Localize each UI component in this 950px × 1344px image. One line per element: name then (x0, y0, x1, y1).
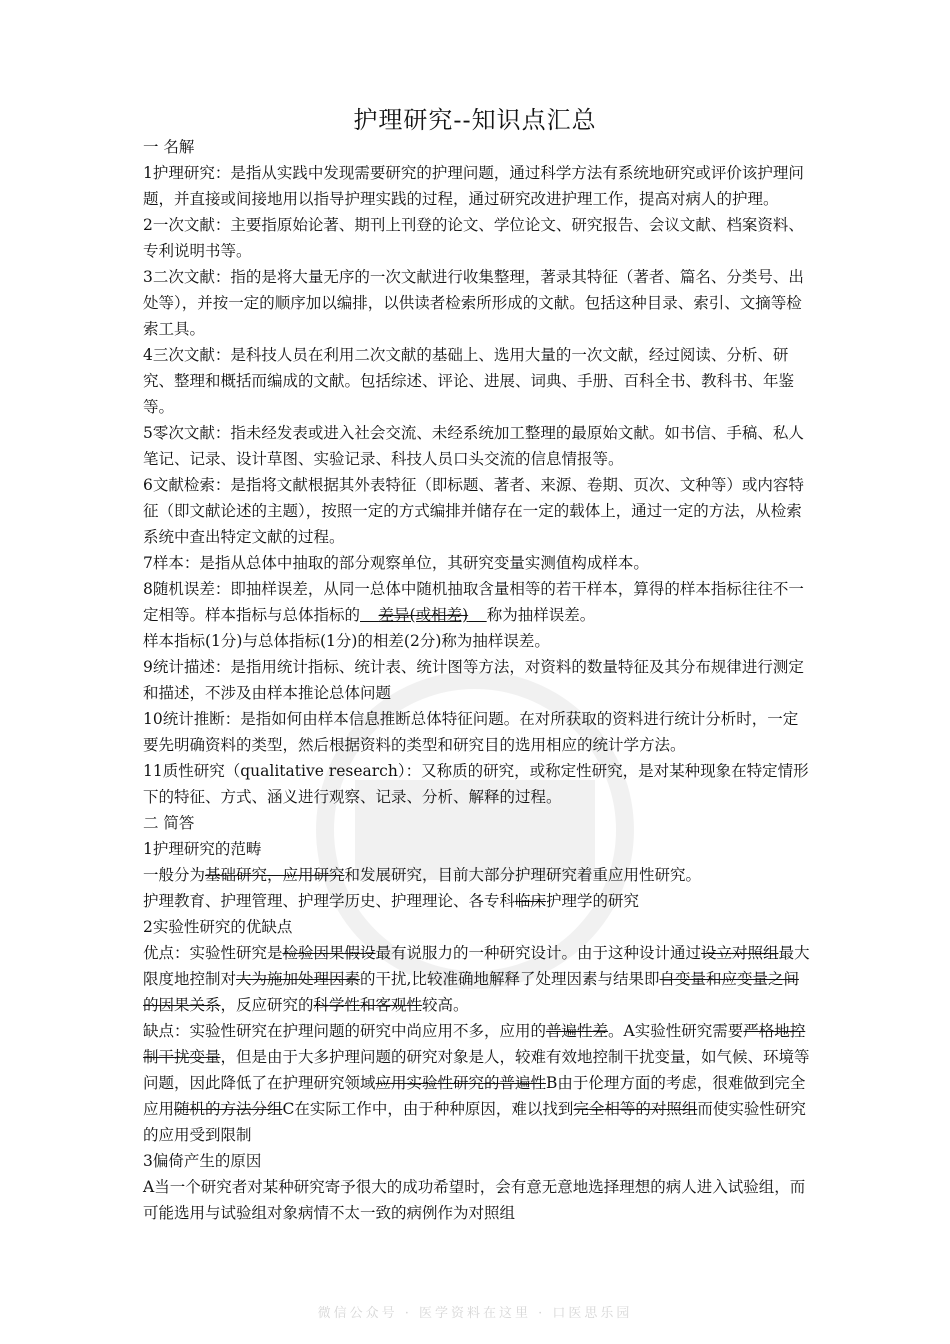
definition-literature-retrieval: 6文献检索：是指将文献根据其外表特征（即标题、著者、来源、卷期、页次、文种等）或内容特征（即文献论述的主题），按照一定的方式编排并储存在一定的载体上，通过一定的方法，从检索系统中查出特定文献的过程。 (143, 476, 804, 546)
struck-span: 完全相等的对照组 (573, 1100, 698, 1118)
text-span: 护理教育、护理管理、护理学历史、护理理论、各专科 (143, 892, 516, 910)
definition-zero-literature: 5零次文献：指未经发表或进入社会交流、未经系统加工整理的最原始文献。如书信、手稿、私人笔记、记录、设计草图、实验记录、科技人员口头交流的信息情报等。 (143, 424, 804, 468)
text-span: 优点：实验性研究是 (143, 944, 283, 962)
struck-span: 随机的方法分组 (174, 1100, 283, 1118)
struck-span: 应用实验性研究的普遍性 (375, 1074, 547, 1092)
definition-qualitative-research: 11质性研究（qualitative research）：又称质的研究，或称定性研究，是对某种现象在特定情形下的特征、方式、涵义进行观察、记录、分析、解释的过程。 (143, 762, 809, 806)
section-heading-terms: 一 名解 (143, 138, 195, 156)
text-span: ，但是由于大多护理问题的研究对象是人，较难有效地控制干扰变量，如气候、环境等问题，因此降低了在护理研究领域 (143, 1048, 810, 1092)
answer-scope-2 (143, 888, 811, 914)
answer-scope-1 (143, 862, 811, 888)
struck-span: 检验因果假设 (282, 944, 376, 962)
text-span: 而使实验性研究的应用受到限制 (143, 1100, 806, 1144)
struck-span: 设立对照组 (701, 944, 779, 962)
answer-pros (143, 940, 811, 1018)
definition-primary-literature: 2一次文献：主要指原始论著、期刊上刊登的论文、学位论文、研究报告、会议文献、档案资料、专利说明书等。 (143, 216, 804, 260)
text-span: 最大限度地控制对 (143, 944, 810, 988)
struck-span: 临床 (515, 892, 547, 910)
definition-secondary-literature: 3二次文献：指的是将大量无序的一次文献进行收集整理，著录其特征（著者、篇名、分类号、出处等），并按一定的顺序加以编排，以供读者检索所形成的文献。包括这种目录、索引、文摘等检索工具。 (143, 268, 804, 338)
section-heading-short-answer: 二 简答 (143, 814, 195, 832)
definition-statistical-inference: 10统计推断：是指如何由样本信息推断总体特征问题。在对所获取的资料进行统计分析时，一定要先明确资料的类型，然后根据资料的类型和研究目的选用相应的统计学方法。 (143, 710, 799, 754)
text-span: 最有说服力的一种研究设计。由于这种设计通过 (375, 944, 702, 962)
answer-bias-a: A当一个研究者对某种研究寄予很大的成功希望时，会有意无意地选择理想的病人进入试验组，而可能选用与试验组对象病情不太一致的病例作为对照组 (143, 1178, 806, 1222)
footer-watermark-text: 微信公众号 · 医学资料在这里 · 口医思乐园 (317, 1306, 633, 1321)
definition-random-error (143, 576, 811, 628)
text-span: 。A实验性研究需要 (608, 1022, 744, 1040)
document-body (143, 134, 811, 1226)
text-span: 的干扰,比较准确地解释了处理因素与结果即 (360, 970, 660, 988)
text-span: ，反应研究的 (220, 996, 314, 1014)
text-span: 和发展研究，目前大部分护理研究着重应用性研究。 (344, 866, 702, 884)
definition-random-error-scoring: 样本指标(1分)与总体指标(1分)的相差(2分)称为抽样误差。 (143, 632, 550, 650)
text-span: 称为抽样误差。 (486, 606, 596, 624)
definition-tertiary-literature: 4三次文献：是科技人员在利用二次文献的基础上、选用大量的一次文献，经过阅读、分析、研究、整理和概括而编成的文献。包括综述、评论、进展、词典、手册、百科全书、教科书、年鉴等。 (143, 346, 795, 416)
text-span: 缺点：实验性研究在护理问题的研究中尚应用不多，应用的 (143, 1022, 547, 1040)
answer-cons (143, 1018, 811, 1148)
struck-span: 严格地控制干扰变量 (143, 1022, 806, 1066)
struck-span: 自变量和应变量之间的因果关系 (143, 970, 799, 1014)
question-experimental-pros-cons: 2实验性研究的优缺点 (143, 918, 293, 936)
struck-span: 大为施加处理因素 (236, 970, 361, 988)
definition-sample: 7样本：是指从总体中抽取的部分观察单位，其研究变量实测值构成样本。 (143, 554, 649, 572)
text-span: 护理学的研究 (546, 892, 640, 910)
question-scope: 1护理研究的范畴 (143, 840, 262, 858)
text-span: B由于伦理方面的考虑，很难做到完全应用 (143, 1074, 806, 1118)
struck-span: 普遍性差 (546, 1022, 609, 1040)
text-span: C在实际工作中，由于种种原因，难以找到 (282, 1100, 574, 1118)
underline-span (360, 606, 487, 624)
struck-span: 差异(或相差) (378, 606, 469, 624)
question-bias-causes: 3偏倚产生的原因 (143, 1152, 262, 1170)
definition-statistical-description: 9统计描述：是指用统计指标、统计表、统计图等方法，对资料的数量特征及其分布规律进行测定和描述，不涉及由样本推论总体问题 (143, 658, 804, 702)
text-span: 较高。 (422, 996, 469, 1014)
struck-span: 科学性和客观性 (313, 996, 423, 1014)
text-span: 8随机误差：即抽样误差，从同一总体中随机抽取含量相等的若干样本，算得的样本指标往往不一定相等。样本指标与总体指标的 (143, 580, 804, 624)
struck-span: 基础研究，应用研究 (205, 866, 345, 884)
text-span: 一般分为 (143, 866, 206, 884)
document-title: 护理研究--知识点汇总 (353, 106, 597, 134)
definition-nursing-research: 1护理研究：是指从实践中发现需要研究的护理问题，通过科学方法有系统地研究或评价该护理问题，并直接或间接地用以指导护理实践的过程，通过研究改进护理工作，提高对病人的护理。 (143, 164, 804, 208)
